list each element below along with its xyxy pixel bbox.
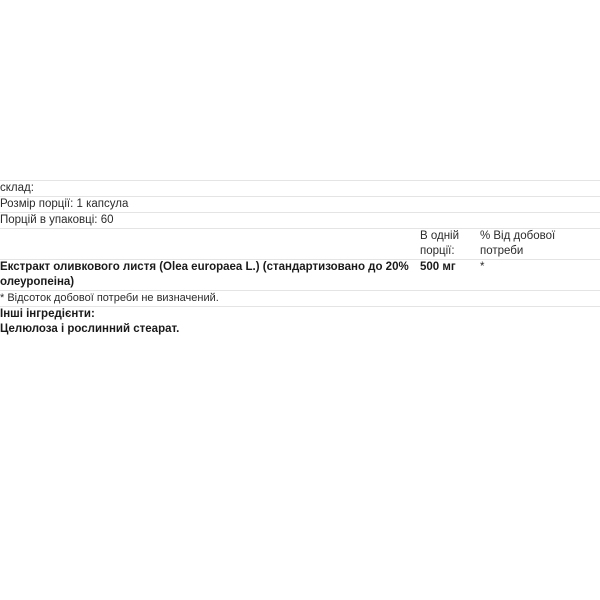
table-row-other-ingredients-body <box>0 322 600 337</box>
header-daily-value-cell <box>480 229 600 260</box>
ingredient-daily-value: * <box>479 261 485 273</box>
ingredient-name-cell <box>0 260 420 291</box>
table-row-servings-per-container <box>0 213 600 229</box>
ingredient-name: Екстракт оливкового листя (Olea europaea L.) (стандартизовано до 20% олеуропеіна) <box>0 261 409 288</box>
ingredient-amount: 500 мг <box>419 261 456 273</box>
table-row-serving-size <box>0 197 600 213</box>
supplement-facts-panel <box>0 180 600 337</box>
table-row-ingredient <box>0 260 600 291</box>
other-ingredients-body: Целюлоза і рослинний стеарат. <box>0 323 180 335</box>
supplement-facts-table <box>0 180 600 337</box>
table-row-footnote <box>0 291 600 307</box>
ingredient-amount-cell <box>420 260 480 291</box>
header-amount-cell <box>420 229 480 260</box>
table-row-other-ingredients-heading <box>0 307 600 323</box>
serving-size-text: Розмір порції: 1 капсула <box>0 198 129 210</box>
column-header-amount: В одній порції: <box>419 230 460 257</box>
column-header-daily-value: % Від добової потреби <box>479 230 556 257</box>
other-ingredients-heading: Інші інгредієнти: <box>0 308 95 320</box>
table-row-title <box>0 181 600 197</box>
table-row-column-headers <box>0 229 600 260</box>
daily-value-footnote: * Відсоток добової потреби не визначений. <box>0 292 219 304</box>
ingredient-daily-value-cell <box>480 260 600 291</box>
servings-per-container-text: Порцій в упаковці: 60 <box>0 214 114 226</box>
header-blank-cell <box>0 229 420 260</box>
panel-title: склад: <box>0 182 34 194</box>
